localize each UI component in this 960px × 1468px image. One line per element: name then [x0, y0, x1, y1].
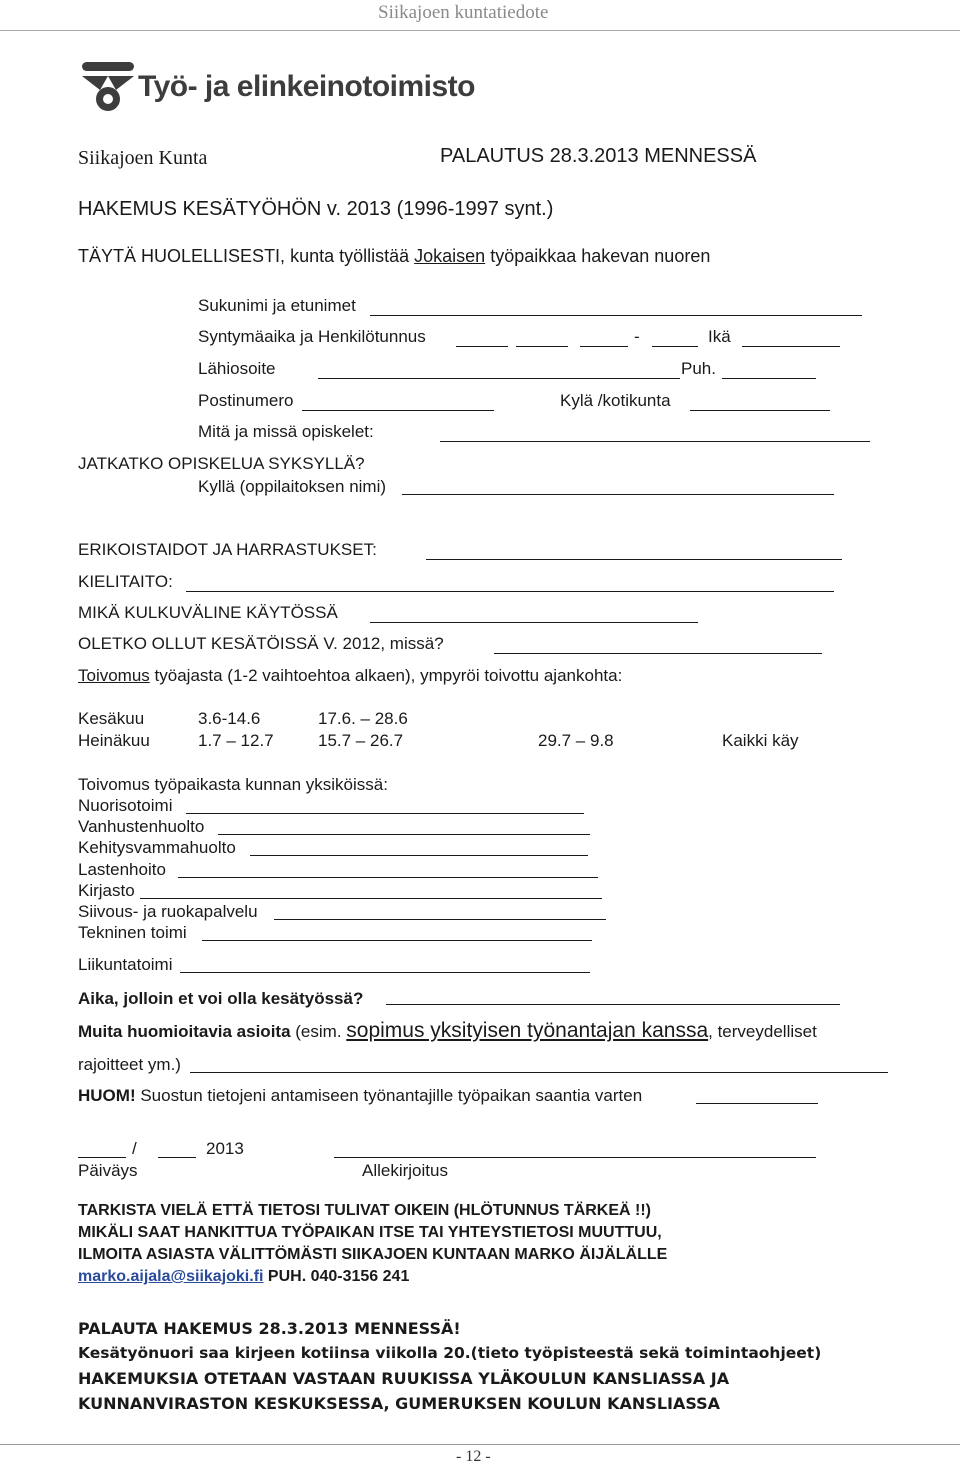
date-day-field[interactable] [78, 1157, 126, 1158]
check-notice-3: ILMOITA ASIASTA VÄLITTÖMÄSTI SIIKAJOEN KUNTAAN MARKO ÄIJÄLÄLLE [78, 1246, 668, 1263]
signature-field[interactable] [334, 1157, 816, 1158]
age-field[interactable] [742, 346, 840, 347]
unit-field-cleaning[interactable] [274, 919, 606, 920]
unit-label: Siivous- ja ruokapalvelu [78, 902, 258, 921]
consent-text: HUOM! Suostun tietojeni antamiseen työnantajille työpaikan saantia varten [78, 1086, 643, 1105]
language-field[interactable] [186, 591, 834, 592]
june-period-1[interactable]: 3.6-14.6 [198, 709, 261, 728]
special-skills-label: ERIKOISTAIDOT JA HARRASTUKSET: [78, 540, 377, 559]
previous-job-label: OLETKO OLLUT KESÄTÖISSÄ V. 2012, missä? [78, 634, 444, 653]
july-period-1[interactable]: 1.7 – 12.7 [198, 731, 274, 750]
unit-field-childcare[interactable] [178, 877, 598, 878]
unit-field-library[interactable] [140, 898, 602, 899]
check-notice-2: MIKÄLI SAAT HANKITTUA TYÖPAIKAN ITSE TAI YHTEYSTIETOSI MUUTTUU, [78, 1224, 662, 1241]
school-field[interactable] [402, 494, 834, 495]
study-label: Mitä ja missä opiskelet: [198, 422, 374, 441]
logo-text: Työ- ja elinkeinotoimisto [138, 70, 475, 103]
form-title: HAKEMUS KESÄTYÖHÖN v. 2013 (1996-1997 synt.) [78, 198, 554, 220]
postal-code-field[interactable] [302, 410, 494, 411]
date-month-field[interactable] [158, 1157, 196, 1158]
logo [78, 58, 138, 114]
school-label: Kyllä (oppilaitoksen nimi) [198, 477, 387, 496]
signature-label: Allekirjoitus [362, 1161, 448, 1180]
contact-line: marko.aijala@siikajoki.fi PUH. 040-3156 241 [78, 1268, 410, 1285]
date-slash: / [132, 1139, 137, 1158]
municipality-name: Siikajoen Kunta [78, 147, 208, 169]
special-skills-field[interactable] [426, 559, 842, 560]
study-field[interactable] [440, 441, 870, 442]
postal-label: Postinumero [198, 391, 294, 410]
birthdate-year-field[interactable] [580, 346, 628, 347]
phone-field[interactable] [722, 378, 816, 379]
consent-field[interactable] [696, 1103, 818, 1104]
unit-label: Kirjasto [78, 881, 135, 900]
other-notes-label-2: rajoitteet ym.) [78, 1055, 181, 1074]
any-period-option[interactable]: Kaikki käy [722, 731, 799, 750]
date-year: 2013 [206, 1139, 244, 1158]
other-notes-field[interactable] [190, 1072, 888, 1073]
language-label: KIELITAITO: [78, 572, 173, 591]
unit-label: Liikuntatoimi [78, 955, 173, 974]
june-period-2[interactable]: 17.6. – 28.6 [318, 709, 408, 728]
birth-label: Syntymäaika ja Henkilötunnus [198, 327, 426, 346]
june-label: Kesäkuu [78, 709, 145, 728]
page-header-title: Siikajoen kuntatiedote [378, 2, 549, 23]
address-label: Lähiosoite [198, 359, 276, 378]
header-rule [0, 30, 960, 31]
continue-studies-label: JATKATKO OPISKELUA SYKSYLLÄ? [78, 454, 365, 473]
footer-rule [0, 1444, 960, 1445]
birthdate-month-field[interactable] [516, 346, 568, 347]
previous-job-field[interactable] [494, 653, 822, 654]
july-period-2[interactable]: 15.7 – 26.7 [318, 731, 404, 750]
return-notice: PALAUTA HAKEMUS 28.3.2013 MENNESSÄ! [78, 1319, 461, 1338]
village-label: Kylä /kotikunta [560, 391, 671, 410]
letter-notice: Kesätyönuori saa kirjeen kotiinsa viikolla 20.(tieto työpisteestä sekä toimintaohjeet) [78, 1344, 822, 1362]
name-label: Sukunimi ja etunimet [198, 296, 356, 315]
unit-field-disability[interactable] [250, 855, 588, 856]
te-office-logo-icon [78, 58, 138, 114]
unit-label: Tekninen toimi [78, 923, 187, 942]
unit-field-sports[interactable] [180, 972, 590, 973]
work-period-heading: Toivomus työajasta (1-2 vaihtoehtoa alkaen), ympyröi toivottu ajankohta: [78, 666, 623, 685]
name-field[interactable] [370, 315, 862, 316]
unit-label: Lastenhoito [78, 860, 166, 879]
ssn-dash: - [634, 327, 640, 346]
location-notice-2: KUNNANVIRASTON KESKUKSESSA, GUMERUKSEN KOULUN KANSLIASSA [78, 1394, 721, 1413]
other-notes-label: Muita huomioitavia asioita (esim. sopimus yksityisen työnantajan kanssa, terveydelliset [78, 1019, 817, 1042]
contact-email-link[interactable]: marko.aijala@siikajoki.fi [78, 1268, 264, 1285]
unit-field-youth[interactable] [186, 813, 584, 814]
instruction-text: TÄYTÄ HUOLELLISESTI, kunta työllistää Jokaisen työpaikkaa hakevan nuoren [78, 246, 711, 266]
village-field[interactable] [690, 410, 830, 411]
unit-label: Nuorisotoimi [78, 796, 173, 815]
unit-label: Kehitysvammahuolto [78, 838, 236, 857]
return-deadline: PALAUTUS 28.3.2013 MENNESSÄ [440, 145, 757, 167]
unavailable-field[interactable] [386, 1004, 840, 1005]
vehicle-label: MIKÄ KULKUVÄLINE KÄYTÖSSÄ [78, 603, 338, 622]
date-label: Päiväys [78, 1161, 138, 1180]
vehicle-field[interactable] [370, 622, 698, 623]
address-field[interactable] [318, 378, 680, 379]
unit-field-technical[interactable] [202, 940, 592, 941]
unavailable-label: Aika, jolloin et voi olla kesätyössä? [78, 989, 364, 1008]
july-period-3[interactable]: 29.7 – 9.8 [538, 731, 614, 750]
unit-field-elderly[interactable] [218, 834, 590, 835]
ssn-suffix-field[interactable] [652, 346, 698, 347]
page-number: - 12 - [456, 1448, 491, 1465]
phone-label: Puh. [681, 359, 716, 378]
birthdate-day-field[interactable] [456, 346, 508, 347]
unit-label: Vanhustenhuolto [78, 817, 205, 836]
july-label: Heinäkuu [78, 731, 150, 750]
units-heading: Toivomus työpaikasta kunnan yksiköissä: [78, 775, 388, 794]
location-notice-1: HAKEMUKSIA OTETAAN VASTAAN RUUKISSA YLÄKOULUN KANSLIASSA JA [78, 1369, 730, 1388]
age-label: Ikä [708, 327, 731, 346]
check-notice-1: TARKISTA VIELÄ ETTÄ TIETOSI TULIVAT OIKEIN (HLÖTUNNUS TÄRKEÄ !!) [78, 1202, 652, 1219]
